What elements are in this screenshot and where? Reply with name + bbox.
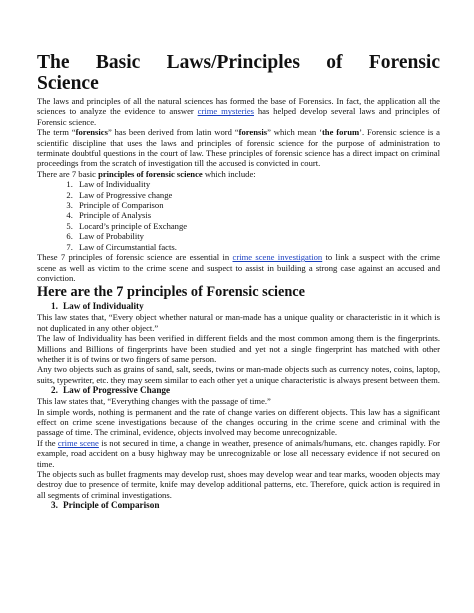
section-2-paragraph-1: This law states that, “Everything changes with the passage of time.” [37, 396, 271, 407]
crime-scene-link[interactable]: crime scene [57, 437, 99, 448]
section-2-heading [37, 385, 440, 396]
list-item: 3. Principle of Comparison [75, 200, 440, 210]
section-2-number: 2. [51, 385, 58, 396]
section-2-text: If the [37, 437, 58, 448]
intro-text-end: has helped develop several laws and principles of Forensic science. [37, 106, 440, 127]
list-intro-end: which include: [202, 168, 256, 179]
term-text-1: The term “ [37, 127, 76, 138]
section-1-paragraph-3: Any two objects such as grains of sand, salt, seeds, twins or man-made objects such as currency notes, coins, laptop, suits, typewriter, etc. they may seem similar to each other yet a unique characteristic is always present between them. [37, 364, 440, 385]
list-item: 2. Law of Progressive change [75, 190, 440, 200]
term-the-forum: the forum [321, 127, 360, 138]
section-1-heading [37, 301, 440, 312]
list-item: 1. Law of Individuality [75, 179, 440, 189]
list-item: 5. Locard’s principle of Exchange [75, 221, 440, 231]
section-1-number: 1. [51, 301, 58, 312]
intro-paragraph-1 [37, 96, 440, 127]
crime-mysteries-link[interactable]: crime mysteries [197, 106, 254, 117]
after-list-text-end: to link a suspect with the crime scene as well as victim to the crime scene and suspect to assist in building a strong case against an accused and conviction. [37, 252, 440, 283]
list-intro-text: There are 7 basic [37, 168, 99, 179]
term-text-2: ” has been derived from latin word “ [107, 127, 239, 138]
document-title-line2: Science [37, 73, 99, 94]
principles-subheading: Here are the 7 principles of Forensic science [37, 284, 306, 301]
after-list-text: These 7 principles of forensic science are essential in [37, 252, 233, 263]
section-1-title: Law of Individuality [63, 301, 144, 312]
laws-list [37, 179, 440, 252]
term-forensics: forensics [75, 127, 108, 138]
section-2-text-end: is not secured in time, a change in weather, presence of animals/humans, etc. changes rapidly. For example, road accident on a busy highway may be unrecognizable or lose all necessary evidence if not secured on time. [37, 437, 440, 469]
section-2-paragraph-4: The objects such as bullet fragments may develop rust, shoes may develop wear and tear marks, wooden objects may destroy due to presence of termite, knife may develop additional patterns, etc. Therefore, quick action is required in all segments of criminal investigations. [37, 469, 440, 500]
intro-paragraph-3 [37, 169, 440, 179]
intro-text: The laws and principles of all the natural sciences has formed the base of Forensics. In fact, the application all the sciences to analyze the evidence to answer [37, 96, 440, 117]
list-item: 4. Principle of Analysis [75, 210, 440, 220]
list-item: 7. Law of Circumstantial facts. [75, 242, 440, 252]
list-item: 6. Law of Probability [75, 231, 440, 241]
section-2-paragraph-3 [37, 438, 440, 469]
term-text-3: ” which mean ‘ [267, 127, 322, 138]
document-title-line1: The Basic Laws/Principles of Forensic [37, 52, 440, 73]
section-3-title: Principle of Comparison [63, 500, 160, 511]
section-2-title: Law of Progressive Change [63, 385, 171, 396]
section-1-paragraph-1: This law states that, “Every object whether natural or man-made has a unique quality or characteristic in it which is not duplicated in any other object.” [37, 312, 440, 333]
section-2-paragraph-2: In simple words, nothing is permanent and the rate of change varies on different objects. This law has a significant effect on crime scene investigations because of the changes occuring in the crime scene and criminal with the passage of time. The criminal, evidence, objects involved may become unrecognizable. [37, 406, 440, 438]
section-1-paragraph-2: The law of Individuality has been verified in different fields and the most common among them is the fingerprints. Millions and Billions of fingerprints have been studied and yet not a single fingerprint has matched with other whether it is of twins or two fingers of same person. [37, 333, 440, 364]
section-3-heading [37, 500, 440, 511]
term-forensis: forensis [238, 127, 268, 138]
list-intro-bold: principles of forensic science [98, 168, 203, 179]
crime-scene-investigation-link[interactable]: crime scene investigation [232, 252, 323, 263]
intro-paragraph-2 [37, 127, 440, 169]
after-list-paragraph [37, 252, 440, 283]
term-text-4: ’. Forensic science is a scientific discipline that uses the laws and principles of forensic science for the purpose of administration to terminate doubtful questions in the court of law. These principles of forensic science has a direct impact on criminal proceedings from the scratch of investigation till the accused is convicted in court. [37, 127, 440, 169]
section-3-number: 3. [51, 500, 58, 511]
